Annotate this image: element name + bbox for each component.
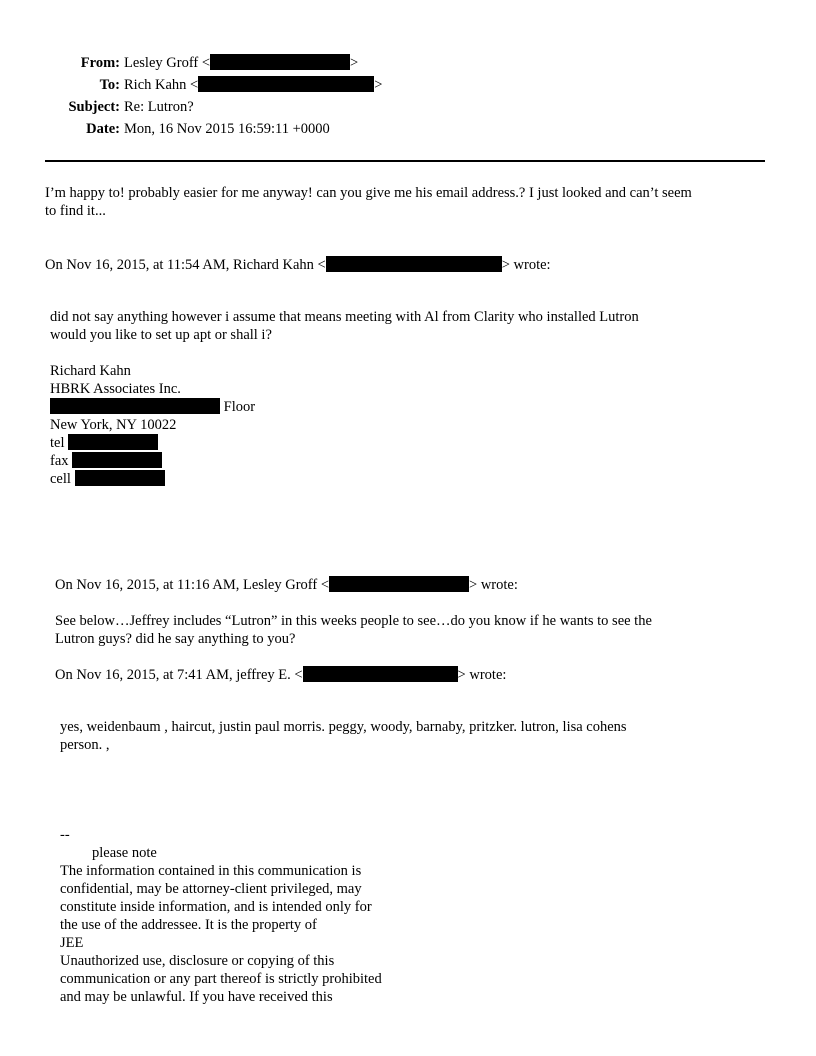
quote2-attribution: On Nov 16, 2015, at 11:16 AM, Lesley Groff < > wrote: — [55, 577, 518, 593]
note-title: please note — [92, 845, 157, 861]
disclaimer-line: Unauthorized use, disclosure or copying of this — [60, 953, 335, 969]
subject-value: Re: Lutron? — [124, 99, 194, 115]
disclaimer-line: The information contained in this communication is — [60, 863, 362, 879]
quote2-line-2: Lutron guys? did he say anything to you? — [55, 631, 296, 647]
quote3-line-2: person. , — [60, 737, 110, 753]
sig-dashes: -- — [60, 827, 70, 843]
subject-label: Subject: — [68, 99, 120, 115]
quote1-line-2: would you like to set up apt or shall i? — [50, 327, 272, 343]
redaction-box — [50, 398, 220, 414]
disclaimer-line: confidential, may be attorney-client privileged, may — [60, 881, 362, 897]
sig-name: Richard Kahn — [50, 363, 131, 379]
disclaimer-line: constitute inside information, and is intended only for — [60, 899, 372, 915]
reply-line-1: I’m happy to! probably easier for me anyway! can you give me his email address.? I just looked and can’t seem — [45, 185, 692, 201]
redaction-box — [329, 576, 469, 592]
disclaimer-line: JEE — [60, 935, 84, 951]
sig-cell: cell — [50, 470, 165, 488]
date-value: Mon, 16 Nov 2015 16:59:11 +0000 — [124, 121, 330, 137]
sig-city: New York, NY 10022 — [50, 417, 177, 433]
quote1-line-1: did not say anything however i assume that means meeting with Al from Clarity who installed Lutron — [50, 309, 639, 325]
redaction-box — [326, 256, 502, 272]
sig-address: Floor — [50, 398, 255, 416]
redaction-box — [210, 54, 350, 70]
sig-tel: tel — [50, 434, 158, 452]
sig-fax: fax — [50, 452, 162, 470]
redaction-box — [198, 76, 374, 92]
header-divider — [45, 160, 765, 162]
disclaimer-line: communication or any part thereof is strictly prohibited — [60, 971, 382, 987]
reply-line-2: to find it... — [45, 203, 106, 219]
from-label: From: — [80, 55, 120, 71]
disclaimer-line: and may be unlawful. If you have received this — [60, 989, 333, 1005]
redaction-box — [72, 452, 162, 468]
redaction-box — [68, 434, 158, 450]
from-value: Lesley Groff < > — [124, 55, 359, 71]
to-value: Rich Kahn < > — [124, 77, 383, 93]
redaction-box — [75, 470, 165, 486]
to-label: To: — [99, 77, 120, 93]
quote3-attribution: On Nov 16, 2015, at 7:41 AM, jeffrey E. < > wrote: — [55, 667, 507, 683]
quote3-line-1: yes, weidenbaum , haircut, justin paul morris. peggy, woody, barnaby, pritzker. lutron, lisa cohens — [60, 719, 627, 735]
sig-company: HBRK Associates Inc. — [50, 381, 181, 397]
quote1-attribution: On Nov 16, 2015, at 11:54 AM, Richard Kahn < > wrote: — [45, 257, 551, 273]
quote2-line-1: See below…Jeffrey includes “Lutron” in this weeks people to see…do you know if he wants to see the — [55, 613, 652, 629]
date-label: Date: — [86, 121, 120, 137]
disclaimer-line: the use of the addressee. It is the property of — [60, 917, 317, 933]
redaction-box — [303, 666, 458, 682]
